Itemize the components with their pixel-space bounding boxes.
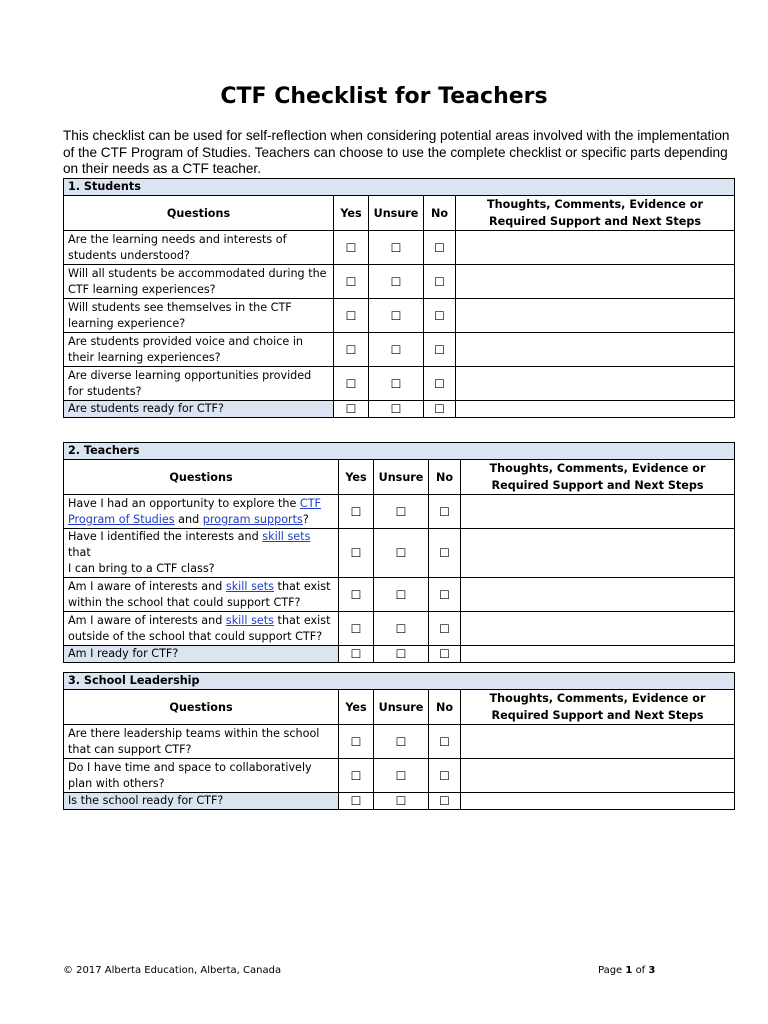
comments-header: Thoughts, Comments, Evidence or Required Support and Next Steps xyxy=(461,690,735,725)
question-text: Am I aware of interests and skill sets that exist within the school that could support CTF? xyxy=(64,578,339,612)
readiness-question: Are students ready for CTF? xyxy=(64,401,334,418)
section-title: 3. School Leadership xyxy=(64,673,735,690)
comments-cell[interactable] xyxy=(456,367,735,401)
comments-cell[interactable] xyxy=(461,759,735,793)
no-checkbox[interactable]: ☐ xyxy=(424,401,456,418)
comments-header: Thoughts, Comments, Evidence or Required Support and Next Steps xyxy=(456,196,735,231)
comments-cell[interactable] xyxy=(456,401,735,418)
no-header: No xyxy=(424,196,456,231)
comments-cell[interactable] xyxy=(456,265,735,299)
school-leadership-checklist-table xyxy=(63,672,735,810)
unsure-header: Unsure xyxy=(374,460,429,495)
comments-cell[interactable] xyxy=(461,495,735,529)
unsure-checkbox[interactable]: ☐ xyxy=(374,759,429,793)
yes-checkbox[interactable]: ☐ xyxy=(339,529,374,578)
no-checkbox[interactable]: ☐ xyxy=(424,299,456,333)
skill-sets-link[interactable]: skill sets xyxy=(225,579,274,593)
unsure-header: Unsure xyxy=(369,196,424,231)
no-checkbox[interactable]: ☐ xyxy=(424,231,456,265)
question-text: Are there leadership teams within the school that can support CTF? xyxy=(64,725,339,759)
question-text: Are diverse learning opportunities provided for students? xyxy=(64,367,334,401)
readiness-row xyxy=(64,401,735,418)
teachers-checklist-table xyxy=(63,442,735,663)
no-checkbox[interactable]: ☐ xyxy=(429,793,461,810)
comments-cell[interactable] xyxy=(461,793,735,810)
yes-header: Yes xyxy=(334,196,369,231)
no-header: No xyxy=(429,460,461,495)
section-title: 2. Teachers xyxy=(64,443,735,460)
unsure-checkbox[interactable]: ☐ xyxy=(369,401,424,418)
question-text: Will all students be accommodated during the CTF learning experiences? xyxy=(64,265,334,299)
readiness-question: Is the school ready for CTF? xyxy=(64,793,339,810)
comments-header: Thoughts, Comments, Evidence or Required Support and Next Steps xyxy=(461,460,735,495)
unsure-checkbox[interactable]: ☐ xyxy=(374,578,429,612)
no-checkbox[interactable]: ☐ xyxy=(424,367,456,401)
yes-checkbox[interactable]: ☐ xyxy=(339,793,374,810)
readiness-row xyxy=(64,646,735,663)
unsure-checkbox[interactable]: ☐ xyxy=(374,725,429,759)
yes-checkbox[interactable]: ☐ xyxy=(339,646,374,663)
yes-checkbox[interactable]: ☐ xyxy=(339,495,374,529)
yes-checkbox[interactable]: ☐ xyxy=(334,231,369,265)
question-text: Are students provided voice and choice in their learning experiences? xyxy=(64,333,334,367)
question-text: Will students see themselves in the CTF learning experience? xyxy=(64,299,334,333)
document-title: CTF Checklist for Teachers xyxy=(220,84,548,109)
yes-checkbox[interactable]: ☐ xyxy=(334,333,369,367)
question-text: Am I aware of interests and skill sets that exist outside of the school that could support CTF? xyxy=(64,612,339,646)
skill-sets-link[interactable]: skill sets xyxy=(225,613,274,627)
skill-sets-link[interactable]: skill sets xyxy=(262,530,311,543)
comments-cell[interactable] xyxy=(461,578,735,612)
question-text: Do I have time and space to collaboratively plan with others? xyxy=(64,759,339,793)
program-supports-link[interactable]: program supports xyxy=(202,512,303,526)
question-row xyxy=(64,299,735,333)
question-row xyxy=(64,529,735,578)
unsure-checkbox[interactable]: ☐ xyxy=(369,265,424,299)
program-of-studies-link[interactable]: Program of Studies xyxy=(68,512,175,526)
question-text: Have I had an opportunity to explore the CTF Program of Studies and program supports? xyxy=(64,495,339,529)
readiness-question: Am I ready for CTF? xyxy=(64,646,339,663)
question-row xyxy=(64,265,735,299)
comments-cell[interactable] xyxy=(461,725,735,759)
comments-cell[interactable] xyxy=(461,646,735,663)
unsure-checkbox[interactable]: ☐ xyxy=(369,231,424,265)
page-number: Page 1 of 3 xyxy=(598,965,656,976)
unsure-checkbox[interactable]: ☐ xyxy=(369,333,424,367)
question-text: Have I identified the interests and skill sets that I can bring to a CTF class? xyxy=(64,529,339,578)
yes-checkbox[interactable]: ☐ xyxy=(334,401,369,418)
ctf-link[interactable]: CTF xyxy=(299,496,321,510)
no-checkbox[interactable]: ☐ xyxy=(429,759,461,793)
unsure-checkbox[interactable]: ☐ xyxy=(374,495,429,529)
question-row xyxy=(64,759,735,793)
comments-cell[interactable] xyxy=(461,612,735,646)
readiness-row xyxy=(64,793,735,810)
no-checkbox[interactable]: ☐ xyxy=(429,495,461,529)
comments-cell[interactable] xyxy=(456,299,735,333)
yes-checkbox[interactable]: ☐ xyxy=(339,725,374,759)
yes-header: Yes xyxy=(339,460,374,495)
questions-header: Questions xyxy=(64,460,339,495)
yes-checkbox[interactable]: ☐ xyxy=(334,299,369,333)
no-checkbox[interactable]: ☐ xyxy=(429,578,461,612)
unsure-checkbox[interactable]: ☐ xyxy=(374,646,429,663)
unsure-checkbox[interactable]: ☐ xyxy=(374,529,429,578)
yes-checkbox[interactable]: ☐ xyxy=(339,759,374,793)
yes-checkbox[interactable]: ☐ xyxy=(339,578,374,612)
questions-header: Questions xyxy=(64,196,334,231)
no-checkbox[interactable]: ☐ xyxy=(424,265,456,299)
yes-checkbox[interactable]: ☐ xyxy=(339,612,374,646)
no-checkbox[interactable]: ☐ xyxy=(429,529,461,578)
no-checkbox[interactable]: ☐ xyxy=(429,612,461,646)
question-row xyxy=(64,367,735,401)
unsure-header: Unsure xyxy=(374,690,429,725)
unsure-checkbox[interactable]: ☐ xyxy=(374,793,429,810)
copyright-footer: © 2017 Alberta Education, Alberta, Canada xyxy=(63,965,282,976)
unsure-checkbox[interactable]: ☐ xyxy=(374,612,429,646)
intro-paragraph xyxy=(63,128,753,178)
intro-line: on their needs as a CTF teacher. xyxy=(63,161,261,176)
yes-header: Yes xyxy=(339,690,374,725)
yes-checkbox[interactable]: ☐ xyxy=(334,367,369,401)
no-checkbox[interactable]: ☐ xyxy=(429,646,461,663)
question-text: Are the learning needs and interests of students understood? xyxy=(64,231,334,265)
unsure-checkbox[interactable]: ☐ xyxy=(369,367,424,401)
questions-header: Questions xyxy=(64,690,339,725)
students-checklist-table xyxy=(63,178,735,418)
comments-cell[interactable] xyxy=(456,231,735,265)
intro-line: This checklist can be used for self-reflection when considering potential areas involved with the implementation xyxy=(63,128,730,143)
question-row xyxy=(64,578,735,612)
no-checkbox[interactable]: ☐ xyxy=(429,725,461,759)
comments-cell[interactable] xyxy=(461,529,735,578)
unsure-checkbox[interactable]: ☐ xyxy=(369,299,424,333)
question-row xyxy=(64,612,735,646)
section-title: 1. Students xyxy=(64,179,735,196)
comments-cell[interactable] xyxy=(456,333,735,367)
question-row xyxy=(64,495,735,529)
intro-line: of the CTF Program of Studies. Teachers can choose to use the complete checklist or specific parts depending xyxy=(63,144,728,160)
no-checkbox[interactable]: ☐ xyxy=(424,333,456,367)
question-row xyxy=(64,725,735,759)
yes-checkbox[interactable]: ☐ xyxy=(334,265,369,299)
no-header: No xyxy=(429,690,461,725)
question-row xyxy=(64,231,735,265)
question-row xyxy=(64,333,735,367)
